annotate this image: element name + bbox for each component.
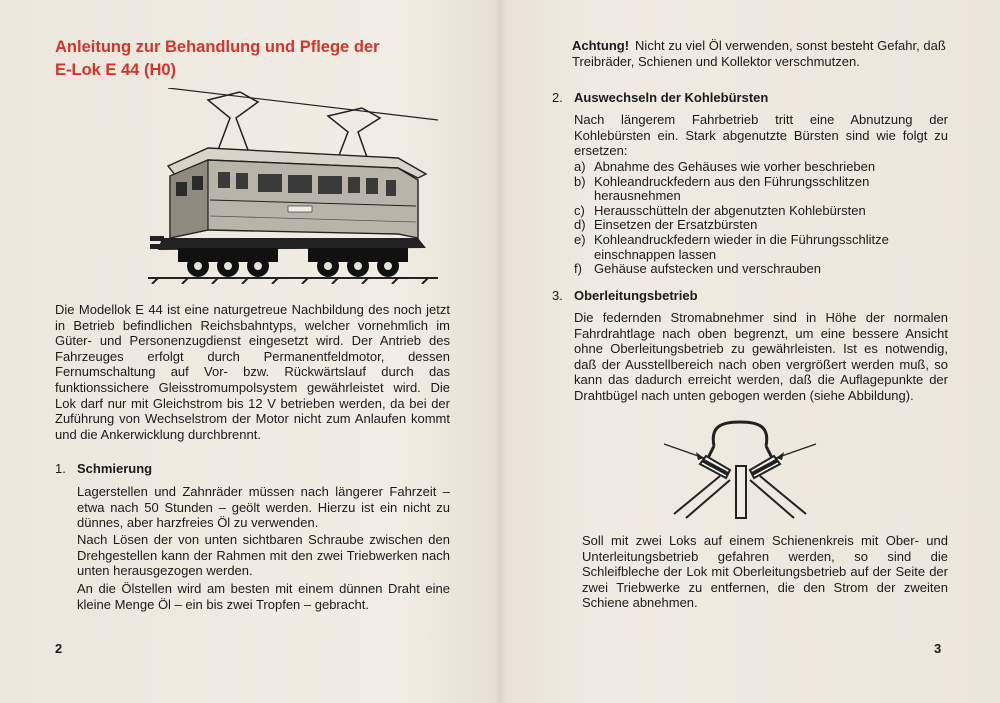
- oberleitung-paragraph-2: Soll mit zwei Loks auf einem Schienenkreis mit Ober- und Unterleitungsbetrieb gefahren werden, so sind die Schleifbleche der Lok mit Oberleitungsbetrieb auf der Seite der zwei Triebwerke zu entfernen, die den Strom der zweiten Schiene abnehmen.: [582, 533, 948, 611]
- pantograph-diagram: [660, 418, 820, 522]
- warning-text: Nicht zu viel Öl verwenden, sonst besteht Gefahr, daß Treibräder, Schienen und Kollektor verschmutzen.: [572, 38, 946, 69]
- warning-note: [572, 38, 948, 69]
- section-title: Schmierung: [77, 461, 153, 476]
- list-item: [574, 160, 948, 175]
- list-text: Gehäuse aufstecken und verschrauben: [594, 261, 821, 277]
- list-text: Abnahme des Gehäuses wie vorher beschrieben: [594, 159, 876, 174]
- list-marker: f): [574, 261, 582, 277]
- list-item: [574, 218, 948, 233]
- list-item: [574, 233, 948, 262]
- title-line-2: E-Lok E 44 (H0): [55, 61, 177, 79]
- list-marker: c): [574, 202, 585, 218]
- kohlebuersten-steps: [574, 160, 948, 277]
- page-number-left: 2: [55, 641, 63, 656]
- oberleitung-paragraph-1: Die federnden Stromabnehmer sind in Höhe der normalen Fahrdrahtlage nach oben begrenzt, um eine bessere Ansicht ohne Oberleitungsbetrieb zu gewährleisten. Ist es notwendig, daß der Ausstellbereich nach oben vergrößert werden muß, so kann das dadurch erreicht werden, daß die Auflagepunkte der Drahtbügel nach unten gebogen werden (siehe Abbildung).: [574, 310, 948, 403]
- kohlebuersten-paragraph: Nach längerem Fahrbetrieb tritt eine Abnutzung der Kohlebürsten ein. Stark abgenutzte Bürsten sind wie folgt zu ersetzen:: [574, 112, 948, 159]
- warning-label: Achtung!: [572, 38, 630, 53]
- list-item: [574, 262, 948, 277]
- list-marker: e): [574, 231, 586, 247]
- list-item: [574, 175, 948, 204]
- section-title: Auswechseln der Kohlebürsten: [574, 90, 769, 105]
- section-number: 1.: [55, 461, 66, 476]
- list-text: Kohleandruckfedern aus den Führungsschlitzen herausnehmen: [594, 173, 870, 204]
- list-text: Herausschütteln der abgenutzten Kohlebürsten: [594, 202, 866, 218]
- intro-paragraph: Die Modellok E 44 ist eine naturgetreue Nachbildung des noch jetzt in Betrieb befindlichen Reichsbahntyps, welcher vornehmlich im Güter- und Personenzugdienst eingesetzt wird. Der Antrieb des Fahrzeuges erfolgt durch Permanentfeldmotor, dessen Fernumschaltung auf Vor- bzw. Rückwärtslauf durch das funktionssichere Gleisstromumpolsystem gewährleistet wird. Die Lok darf nur mit Gleichstrom bis 12 V betrieben werden, da bei der Zuführung von Wechselstrom der Motor nicht zum Anlaufen kommt und die Ankerwicklung durchbrennt.: [55, 302, 450, 442]
- schmierung-paragraph-2: Nach Lösen der von unten sichtbaren Schraube zwischen den Drehgestellen kann der Rahmen mit den zwei Triebwerken nach unten herausgezogen werden.: [77, 532, 450, 579]
- schmierung-paragraph-1: Lagerstellen und Zahnräder müssen nach längerer Fahrzeit – etwa nach 50 Stunden – geölt werden. Hierzu ist ein nicht zu dünnes, aber harzfreies Öl zu verwenden.: [77, 484, 450, 531]
- list-marker: a): [574, 159, 586, 174]
- section-number: 2.: [552, 90, 563, 105]
- locomotive-illustration: [148, 88, 438, 284]
- list-text: Kohleandruckfedern wieder in die Führungsschlitze einschnappen lassen: [594, 231, 889, 262]
- schmierung-paragraph-3: An die Ölstellen wird am besten mit einem dünnen Draht eine kleine Menge Öl – ein bis zwei Tropfen – gebracht.: [77, 581, 450, 612]
- section-title: Oberleitungsbetrieb: [574, 288, 698, 303]
- list-marker: b): [574, 173, 586, 189]
- page-number-right: 3: [934, 641, 942, 656]
- section-number: 3.: [552, 288, 563, 303]
- list-text: Einsetzen der Ersatzbürsten: [594, 217, 758, 233]
- section-heading-kohlebuersten: [552, 90, 768, 105]
- section-heading-schmierung: [55, 461, 152, 476]
- title-line-1: Anleitung zur Behandlung und Pflege der: [55, 38, 380, 56]
- list-marker: d): [574, 217, 586, 233]
- list-item: [574, 204, 948, 219]
- section-heading-oberleitung: [552, 288, 698, 303]
- page-title: [55, 36, 435, 82]
